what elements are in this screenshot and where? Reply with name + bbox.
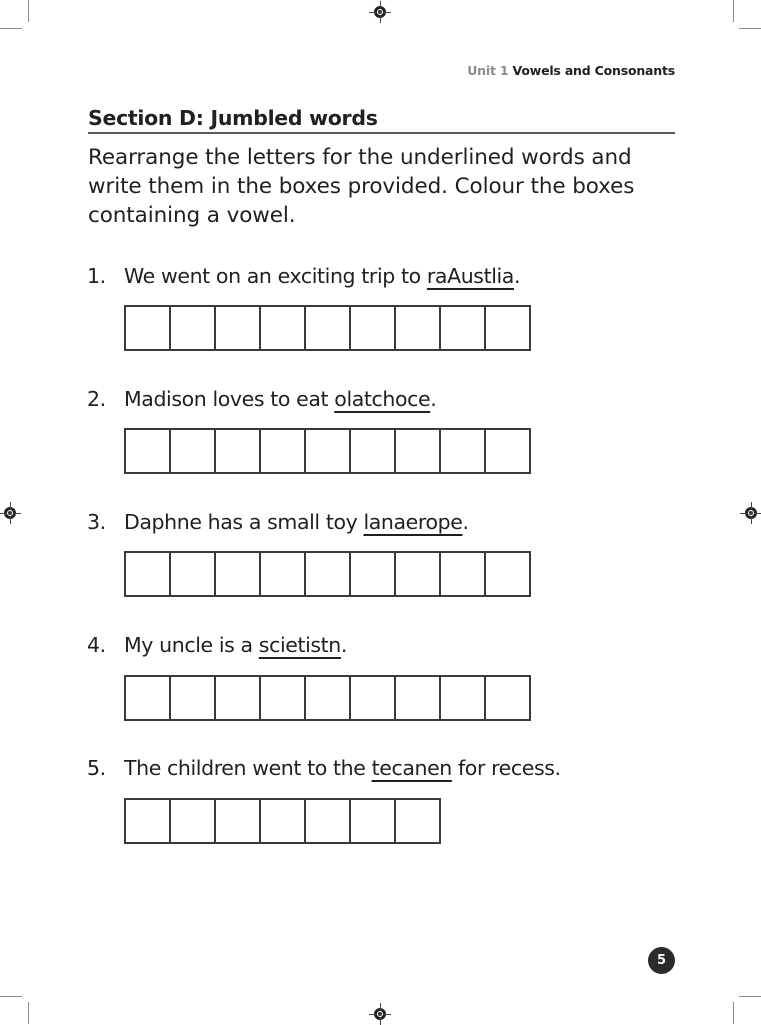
letter-box[interactable] — [441, 307, 486, 351]
question-number: 3. — [87, 510, 106, 534]
letter-box[interactable] — [216, 430, 261, 474]
question-number: 4. — [87, 633, 106, 657]
letter-box[interactable] — [126, 553, 171, 597]
section-divider — [88, 132, 675, 134]
letter-box[interactable] — [351, 800, 396, 844]
jumbled-word: scietistn — [258, 633, 341, 657]
answer-boxes-4 — [124, 675, 531, 721]
crop-mark — [28, 1002, 29, 1024]
crop-mark — [0, 28, 22, 29]
crop-mark — [28, 0, 29, 22]
letter-box[interactable] — [306, 430, 351, 474]
letter-box[interactable] — [441, 553, 486, 597]
question-4 — [87, 633, 347, 657]
question-text-end: . — [462, 510, 469, 534]
letter-box[interactable] — [261, 430, 306, 474]
jumbled-word: olatchoce — [334, 387, 431, 411]
letter-box[interactable] — [351, 677, 396, 721]
letter-box[interactable] — [126, 307, 171, 351]
registration-mark-icon — [743, 505, 759, 521]
question-text: The children went to the — [124, 756, 372, 780]
letter-box[interactable] — [396, 677, 441, 721]
letter-box[interactable] — [396, 553, 441, 597]
letter-box[interactable] — [486, 307, 531, 351]
letter-box[interactable] — [306, 677, 351, 721]
letter-box[interactable] — [351, 553, 396, 597]
letter-box[interactable] — [351, 430, 396, 474]
letter-box[interactable] — [306, 800, 351, 844]
question-text-end: . — [430, 387, 437, 411]
letter-box[interactable] — [486, 430, 531, 474]
letter-box[interactable] — [396, 800, 441, 844]
question-text: We went on an exciting trip to — [124, 264, 427, 288]
question-number: 1. — [87, 264, 106, 288]
letter-box[interactable] — [351, 307, 396, 351]
jumbled-word: tecanen — [371, 756, 452, 780]
crop-mark — [733, 1002, 734, 1024]
registration-mark-icon — [372, 4, 388, 20]
letter-box[interactable] — [261, 553, 306, 597]
question-number: 2. — [87, 387, 106, 411]
letter-box[interactable] — [171, 307, 216, 351]
crop-mark — [0, 996, 22, 997]
letter-box[interactable] — [396, 307, 441, 351]
letter-box[interactable] — [261, 307, 306, 351]
letter-box[interactable] — [126, 800, 171, 844]
letter-box[interactable] — [126, 677, 171, 721]
letter-box[interactable] — [306, 553, 351, 597]
crop-mark — [733, 0, 734, 22]
jumbled-word: raAustlia — [426, 264, 514, 288]
letter-box[interactable] — [126, 430, 171, 474]
question-number: 5. — [87, 756, 106, 780]
letter-box[interactable] — [216, 800, 261, 844]
letter-box[interactable] — [216, 677, 261, 721]
question-2 — [87, 387, 436, 411]
letter-box[interactable] — [216, 553, 261, 597]
answer-boxes-5 — [124, 798, 441, 844]
question-text: Madison loves to eat — [124, 387, 335, 411]
crop-mark — [739, 28, 761, 29]
jumbled-word: lanaerope — [363, 510, 463, 534]
question-text-end: . — [513, 264, 521, 288]
registration-mark-icon — [2, 505, 18, 521]
question-text-end: . — [340, 633, 348, 657]
question-5 — [87, 756, 561, 780]
letter-box[interactable] — [441, 430, 486, 474]
answer-boxes-2 — [124, 428, 531, 474]
letter-box[interactable] — [306, 307, 351, 351]
page-number-badge: 5 — [648, 947, 675, 974]
answer-boxes-3 — [124, 551, 531, 597]
answer-boxes-1 — [124, 305, 531, 351]
letter-box[interactable] — [441, 677, 486, 721]
instructions: Rearrange the letters for the underlined words and write them in the boxes provided. Colour the boxes containing a vowel. — [88, 145, 635, 228]
question-3 — [87, 510, 469, 534]
letter-box[interactable] — [486, 677, 531, 721]
letter-box[interactable] — [171, 677, 216, 721]
letter-box[interactable] — [171, 800, 216, 844]
letter-box[interactable] — [171, 430, 216, 474]
unit-label: Unit 1 — [467, 63, 509, 78]
letter-box[interactable] — [396, 430, 441, 474]
letter-box[interactable] — [261, 677, 306, 721]
question-text-end: for recess. — [451, 756, 561, 780]
question-1 — [87, 264, 520, 288]
registration-mark-icon — [372, 1006, 388, 1022]
section-title: Section D: Jumbled words — [88, 106, 378, 130]
crop-mark — [739, 996, 761, 997]
letter-box[interactable] — [486, 553, 531, 597]
letter-box[interactable] — [171, 553, 216, 597]
letter-box[interactable] — [261, 800, 306, 844]
question-text: My uncle is a — [124, 633, 259, 657]
running-header — [467, 63, 675, 78]
question-text: Daphne has a small toy — [124, 510, 364, 534]
unit-title: Vowels and Consonants — [512, 63, 675, 78]
letter-box[interactable] — [216, 307, 261, 351]
